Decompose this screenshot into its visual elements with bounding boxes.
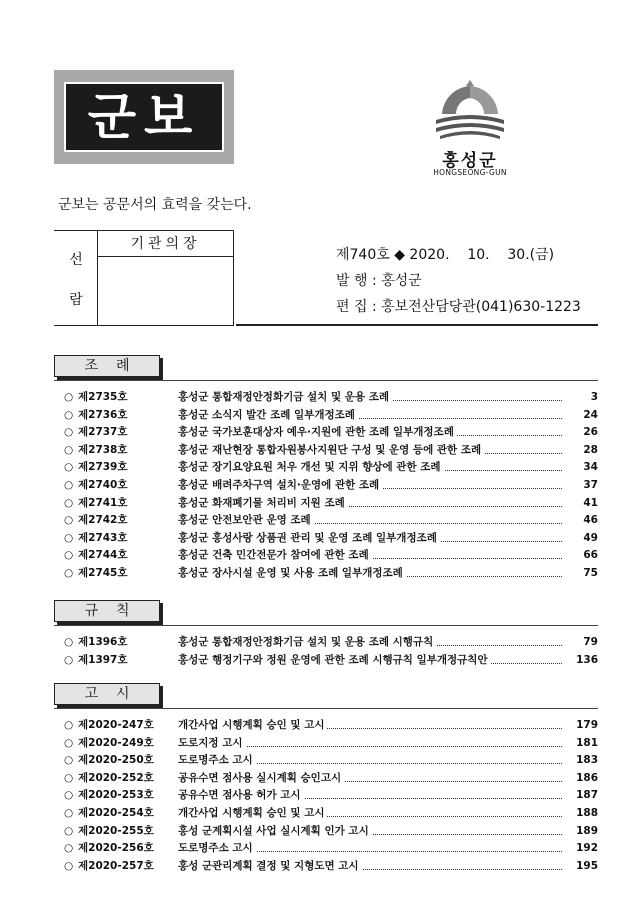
toc-entry: [64, 477, 598, 494]
logo-subtitle: HONGSEONG-GUN: [433, 168, 507, 177]
toc-entry: [64, 442, 598, 459]
entry-page: 26: [583, 426, 598, 439]
toc-entry: [64, 547, 598, 564]
entry-number: 제2020-256호: [78, 842, 154, 855]
entry-number: 제2744호: [78, 549, 128, 562]
bullet-icon: ○: [64, 736, 74, 749]
entry-title: 도로명주소 고시: [178, 840, 256, 857]
entry-title: 공유수면 점사용 실시계획 승인고시: [178, 770, 344, 787]
entry-page: 179: [576, 719, 598, 731]
bullet-icon: ○: [64, 719, 74, 731]
entry-title: 홍성군 소식지 발간 조례 일부개정조례: [178, 407, 358, 424]
entry-page: 195: [576, 859, 598, 872]
entry-title: 홍성군 장사시설 운영 및 사용 조례 일부개정조례: [178, 565, 406, 582]
entry-title: 홍성군 배려주차구역 설치·운영에 관한 조례: [178, 477, 382, 494]
entry-number: 제2735호: [78, 391, 128, 403]
entry-title: 공유수면 점사용 허가 고시: [178, 787, 304, 804]
entry-number: 제2739호: [78, 461, 128, 474]
section-title-rule: 규칙: [54, 600, 160, 622]
entry-number: 제2020-249호: [78, 736, 154, 749]
bullet-icon: ○: [64, 461, 74, 474]
toc-entry: [64, 787, 598, 804]
bullet-icon: ○: [64, 408, 74, 421]
circulation-signature-area: [98, 257, 234, 325]
entry-page: 187: [576, 789, 598, 802]
entry-title: 홍성군 통합재정안정화기금 설치 및 운용 조례 시행규칙: [178, 634, 436, 651]
entry-number: 제2020-247호: [78, 719, 154, 731]
entry-page: 34: [583, 461, 598, 474]
bullet-icon: ○: [64, 824, 74, 837]
bullet-icon: ○: [64, 653, 74, 666]
toc-entry: [64, 565, 598, 582]
entry-page: 183: [576, 754, 598, 767]
bullet-icon: ○: [64, 567, 74, 579]
toc-entry: [64, 530, 598, 547]
entry-title: 홍성군 홍성사랑 상품권 관리 및 운영 조례 일부개정조례: [178, 530, 440, 547]
toc-entry: [64, 770, 598, 787]
entry-page: 136: [576, 653, 598, 666]
toc-entry: [64, 495, 598, 512]
entry-title: 홍성군 화재폐기물 처리비 지원 조례: [178, 495, 348, 512]
logo-name: 홍성군: [442, 151, 498, 171]
issue-editor: 편 집 : 홍보전산담당관(041)630-1223: [336, 299, 581, 315]
entry-number: 제1397호: [78, 653, 128, 666]
circulation-char-1: 선: [69, 252, 83, 268]
entry-number: 제2737호: [78, 426, 128, 439]
toc-entry: [64, 735, 598, 752]
entry-number: 제2742호: [78, 514, 128, 527]
toc-entry: [64, 652, 598, 669]
entry-title: 홍성군 재난현장 통합자원봉사지원단 구성 및 운영 등에 관한 조례: [178, 442, 484, 459]
entry-title: 홍성군 건축 민간전문가 참여에 관한 조례: [178, 547, 372, 564]
entry-page: 28: [583, 443, 598, 456]
toc-entry: [64, 407, 598, 424]
entry-page: 46: [583, 514, 598, 527]
entry-title: 홍성군 통합재정안정화기금 설치 및 운용 조례: [178, 389, 392, 406]
bullet-icon: ○: [64, 859, 74, 872]
legal-notice: 군보는 공문서의 효력을 갖는다.: [58, 197, 252, 213]
entry-title: 개간사업 시행계획 승인 및 고시: [178, 805, 327, 822]
entry-page: 181: [576, 736, 598, 749]
bullet-icon: ○: [64, 496, 74, 509]
section-title-ordinance: 조례: [54, 355, 160, 377]
circulation-box: [54, 230, 234, 326]
entry-page: 3: [590, 391, 598, 403]
issue-publisher: 발 행 : 홍성군: [336, 273, 422, 289]
entry-page: 188: [576, 807, 598, 819]
masthead-banner: [54, 70, 234, 164]
entry-page: 192: [576, 842, 598, 855]
toc-entry: [64, 459, 598, 476]
entry-title: 홍성 군관리계획 결정 및 지형도면 고시: [178, 858, 362, 875]
bullet-icon: ○: [64, 549, 74, 562]
bullet-icon: ○: [64, 479, 74, 491]
toc-entry: [64, 840, 598, 857]
entry-page: 24: [583, 408, 598, 421]
entry-number: 제2020-252호: [78, 771, 154, 784]
entry-number: 제2740호: [78, 479, 128, 491]
bullet-icon: ○: [64, 426, 74, 439]
bullet-icon: ○: [64, 514, 74, 527]
entry-page: 41: [583, 496, 598, 509]
bullet-icon: ○: [64, 443, 74, 456]
entry-page: 75: [583, 567, 598, 579]
toc-entry: [64, 858, 598, 875]
section-rule: [54, 708, 598, 709]
entry-page: 189: [576, 824, 598, 837]
section-rule: [54, 625, 598, 626]
entry-title: 도로명주소 고시: [178, 752, 256, 769]
circulation-char-2: 람: [69, 292, 83, 308]
toc-entry: [64, 512, 598, 529]
toc-entry: [64, 717, 598, 734]
entry-title: 홍성 군계획시설 사업 실시계획 인가 고시: [178, 823, 372, 840]
entry-number: 제2020-253호: [78, 789, 154, 802]
toc-entry: [64, 805, 598, 822]
section-title-notice: 고시: [54, 683, 160, 705]
entry-number: 제2020-255호: [78, 824, 154, 837]
entry-title: 홍성군 행정기구와 정원 운영에 관한 조례 시행규칙 일부개정규칙안: [178, 652, 491, 669]
toc-entry: [64, 752, 598, 769]
issue-number-date: 제740호 ◆ 2020. 10. 30.(금): [336, 247, 555, 263]
bullet-icon: ○: [64, 391, 74, 403]
bullet-icon: ○: [64, 789, 74, 802]
entry-number: 제2743호: [78, 531, 128, 544]
hongseong-logo: [420, 74, 520, 184]
circulation-header: 기관의장: [98, 231, 234, 257]
entry-number: 제2745호: [78, 567, 128, 579]
entry-page: 37: [583, 479, 598, 491]
bullet-icon: ○: [64, 636, 74, 648]
entry-title: 홍성군 국가보훈대상자 예우·지원에 관한 조례 일부개정조례: [178, 424, 457, 441]
hongseong-emblem-icon: [430, 74, 510, 144]
section-rule: [54, 380, 598, 381]
bullet-icon: ○: [64, 807, 74, 819]
toc-entry: [64, 823, 598, 840]
masthead-frame: [64, 82, 224, 152]
bullet-icon: ○: [64, 531, 74, 544]
entry-number: 제2020-257호: [78, 859, 154, 872]
masthead-title: 군보: [87, 88, 201, 146]
entry-title: 홍성군 안전보안관 운영 조례: [178, 512, 314, 529]
entry-title: 홍성군 장기요양요원 처우 개선 및 지위 향상에 관한 조례: [178, 459, 444, 476]
entry-number: 제2741호: [78, 496, 128, 509]
entry-number: 제2736호: [78, 408, 128, 421]
entry-number: 제2020-250호: [78, 754, 154, 767]
toc-entry: [64, 424, 598, 441]
header-rule: [236, 324, 598, 326]
bullet-icon: ○: [64, 754, 74, 767]
entry-number: 제2020-254호: [78, 807, 154, 819]
toc-entry: [64, 389, 598, 406]
entry-number: 제1396호: [78, 636, 128, 648]
toc-entry: [64, 634, 598, 651]
entry-title: 도로지정 고시: [178, 735, 246, 752]
entry-page: 66: [583, 549, 598, 562]
bullet-icon: ○: [64, 842, 74, 855]
entry-title: 개간사업 시행계획 승인 및 고시: [178, 717, 327, 734]
circulation-label-column: [54, 231, 98, 325]
bullet-icon: ○: [64, 771, 74, 784]
entry-page: 79: [583, 636, 598, 648]
entry-number: 제2738호: [78, 443, 128, 456]
entry-page: 49: [583, 531, 598, 544]
entry-page: 186: [576, 771, 598, 784]
